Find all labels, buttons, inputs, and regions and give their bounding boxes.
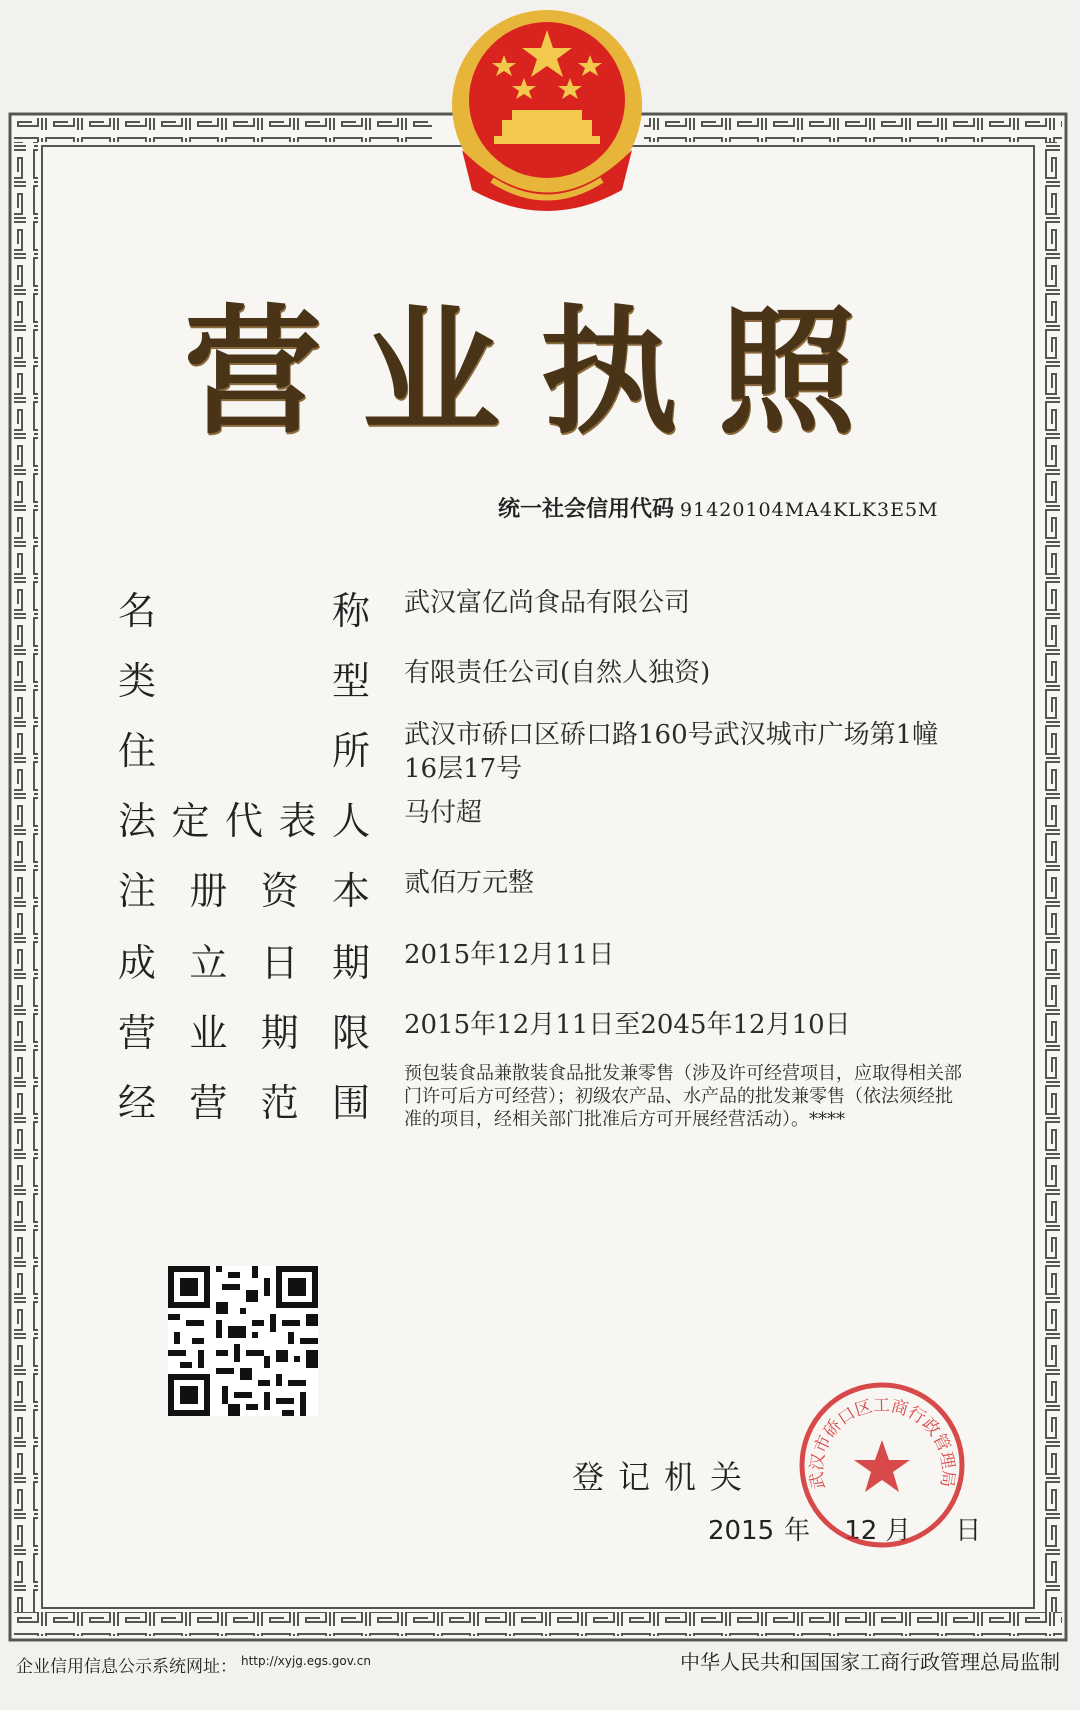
field-value-type: 有限责任公司(自然人独资) xyxy=(404,658,711,688)
registration-authority-label: 登记机关 xyxy=(572,1458,757,1496)
field-label-legal-rep: 法 定 代 表 人 xyxy=(118,799,370,843)
official-seal-icon xyxy=(795,1378,970,1553)
field-label-term: 营 业 期 限 xyxy=(118,1011,370,1055)
credit-code-value: 91420104MA4KLK3E5M xyxy=(680,499,939,521)
field-label-name: 名 称 xyxy=(118,589,370,633)
field-value-address: 武汉市硚口区硚口路160号武汉城市广场第1幢16层17号 xyxy=(404,720,939,784)
field-label-address: 住 所 xyxy=(118,729,370,773)
footer-supervisor: 中华人民共和国国家工商行政管理总局监制 xyxy=(680,1650,1060,1674)
license-title: 营业执照 xyxy=(183,292,896,453)
field-value-name: 武汉富亿尚食品有限公司 xyxy=(404,588,691,618)
field-value-established: 2015年12月11日 xyxy=(404,940,615,970)
qr-code-icon xyxy=(168,1266,318,1416)
field-value-legal-rep: 马付超 xyxy=(404,798,483,828)
field-label-scope: 经 营 范 围 xyxy=(118,1081,370,1125)
credit-code-label: 统一社会信用代码 xyxy=(498,497,675,522)
field-label-capital: 注 册 资 本 xyxy=(118,869,370,913)
field-value-term: 2015年12月11日至2045年12月10日 xyxy=(404,1010,851,1040)
field-value-capital: 贰佰万元整 xyxy=(404,868,535,898)
field-label-type: 类 型 xyxy=(118,659,370,703)
reg-day: 日 xyxy=(955,1516,982,1546)
reg-month: 12 月 xyxy=(844,1516,912,1546)
credit-code xyxy=(498,492,939,523)
field-label-established: 成 立 日 期 xyxy=(118,941,370,985)
national-emblem-icon xyxy=(432,0,662,230)
field-value-scope: 预包装食品兼散装食品批发兼零售（涉及许可经营项目，应取得相关部门许可后方可经营）；初级农产品、水产品的批发兼零售（依法须经批准的项目，经相关部门批准后方可开展经营活动）。**** xyxy=(404,1063,962,1130)
svg-text:武汉市硚口区工商行政管理局: 武汉市硚口区工商行政管理局 xyxy=(807,1395,958,1491)
footer-left xyxy=(16,1652,371,1677)
footer-url: http://xyjg.egs.gov.cn xyxy=(241,1654,371,1669)
reg-year: 2015 年 xyxy=(708,1516,811,1546)
footer-site-label: 企业信用信息公示系统网址： xyxy=(16,1657,237,1677)
